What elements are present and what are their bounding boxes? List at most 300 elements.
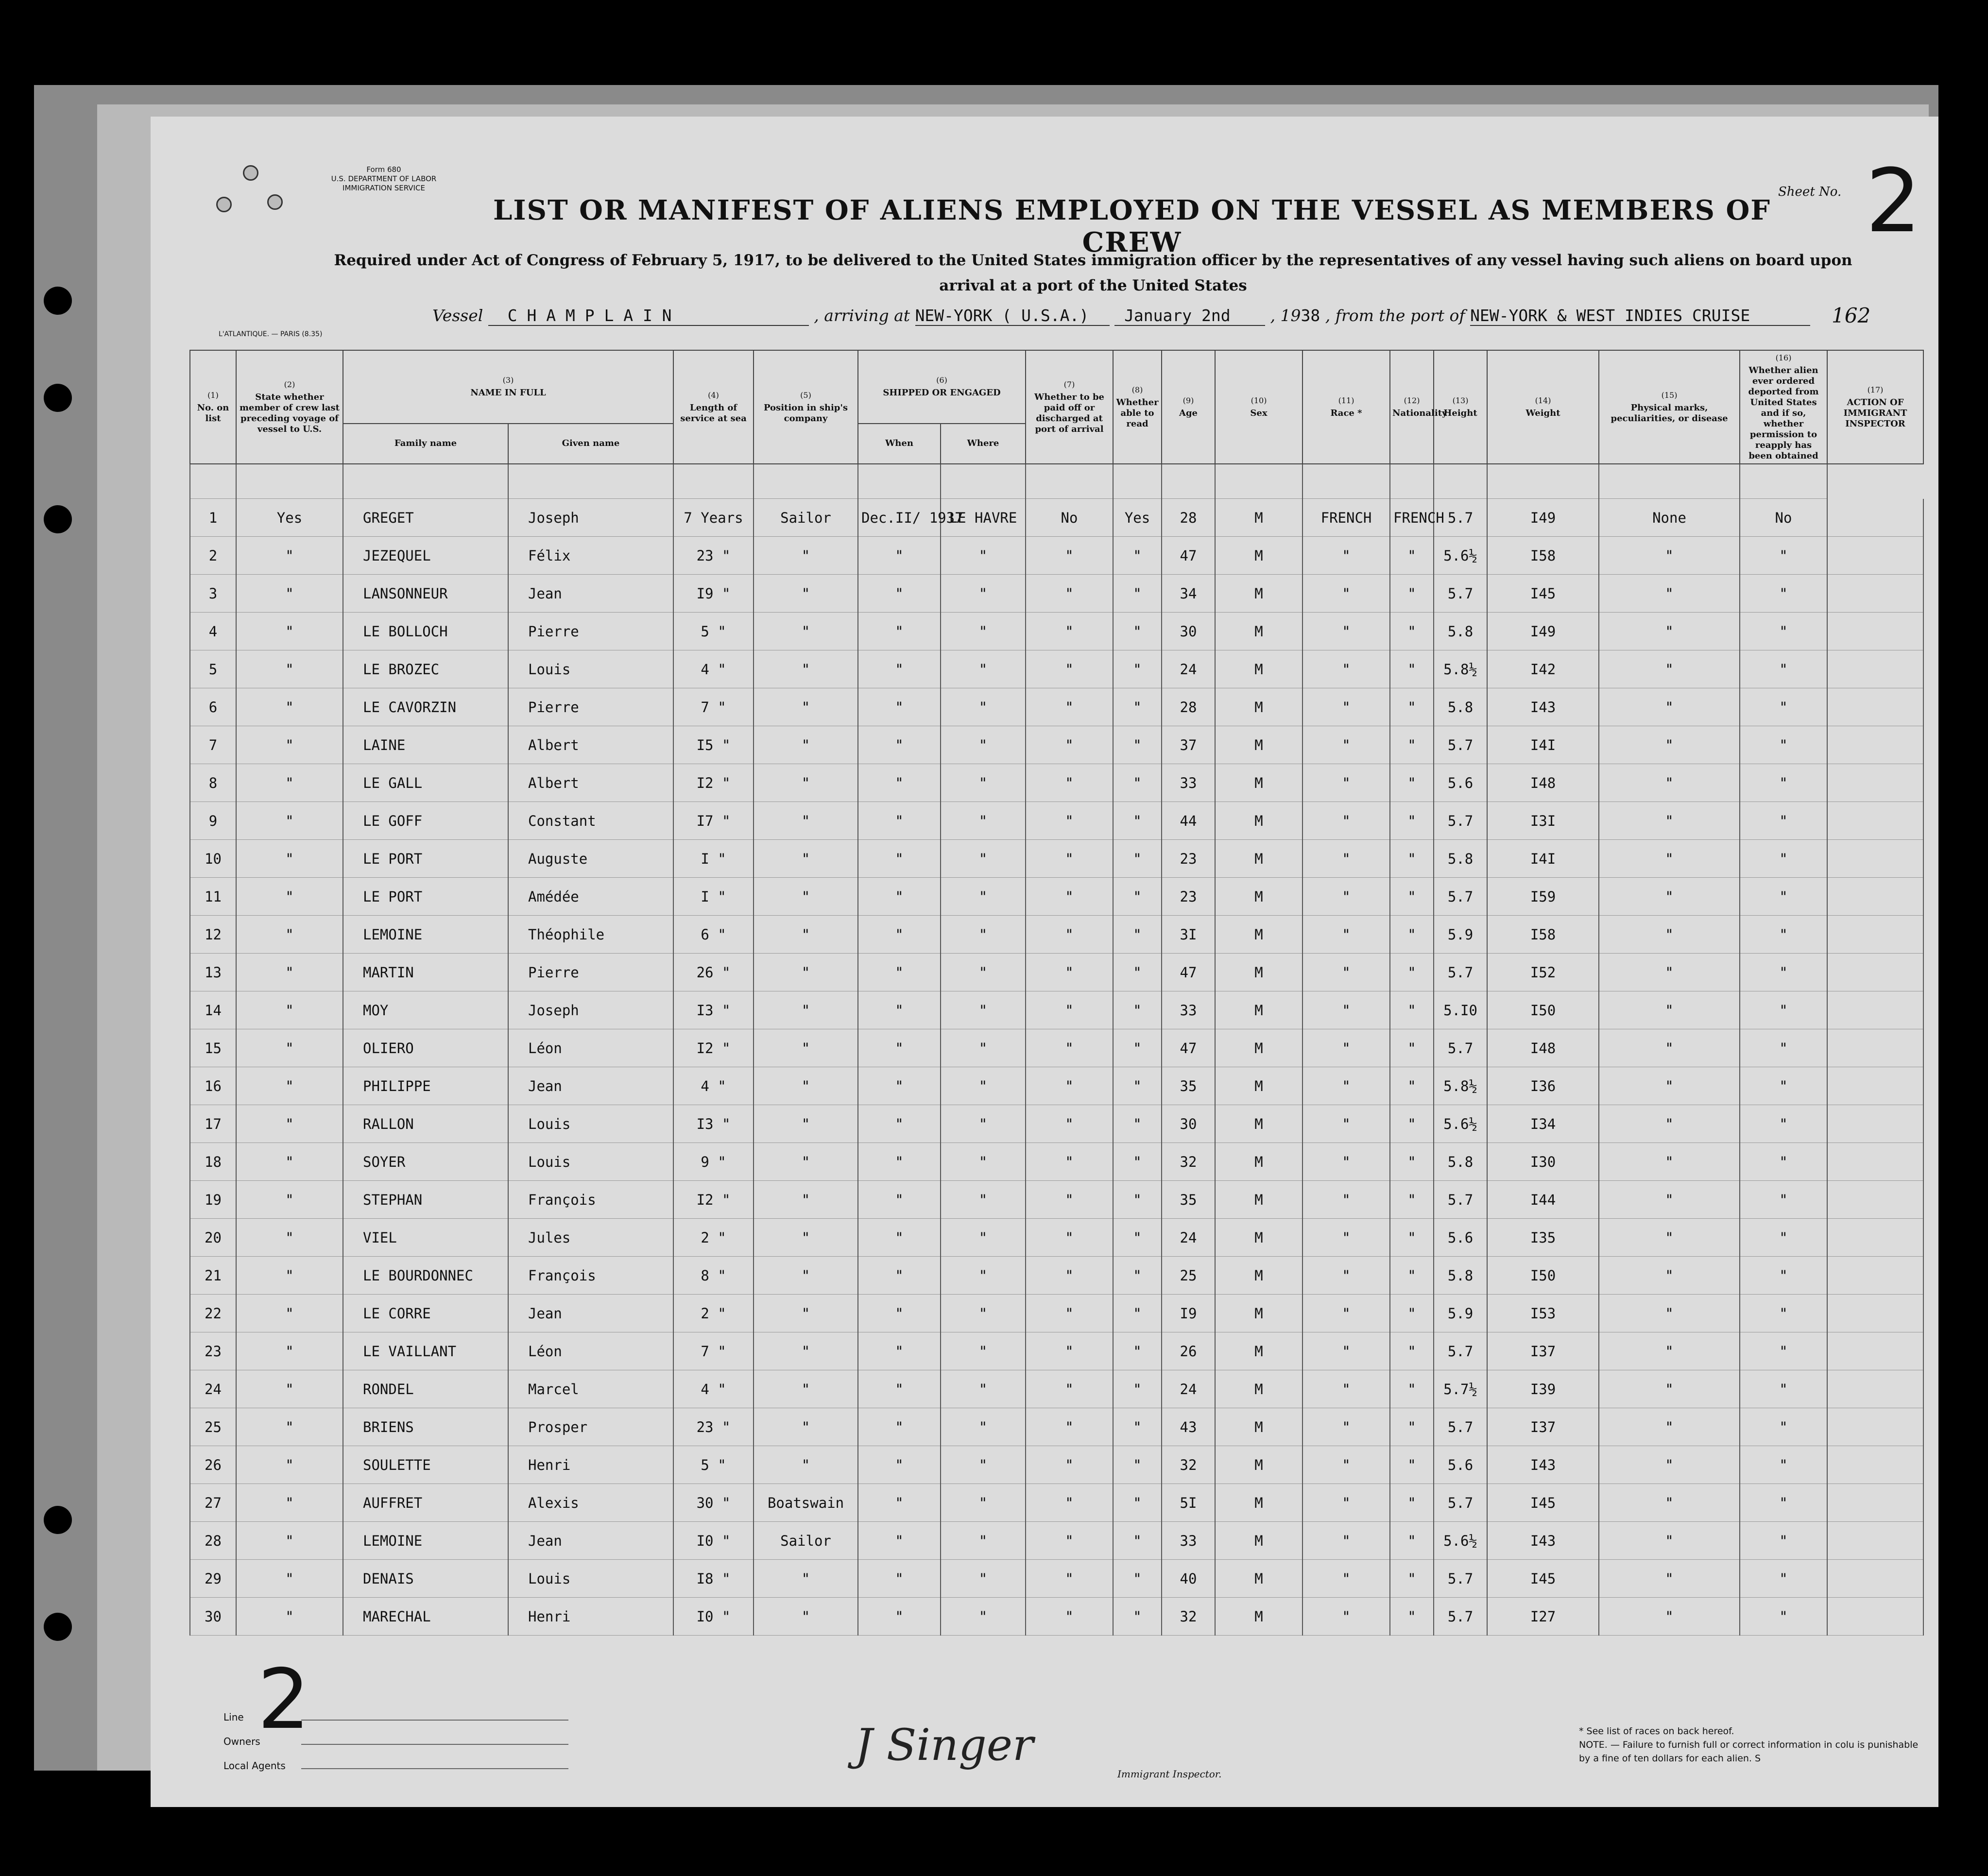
cell-shipped-where: " xyxy=(941,1029,1026,1067)
cell-age: 3I xyxy=(1162,916,1215,954)
cell-paid-off: " xyxy=(1026,1219,1113,1257)
cell-deported: " xyxy=(1740,1029,1827,1067)
cell-shipped-where: " xyxy=(941,537,1026,575)
cell-deported: " xyxy=(1740,1257,1827,1295)
cell-nationality: " xyxy=(1390,688,1434,726)
cell-shipped-when: " xyxy=(858,650,941,688)
cell-paid-off: " xyxy=(1026,916,1113,954)
sheet-label: Sheet No. xyxy=(1778,185,1842,199)
cell-weight: I43 xyxy=(1487,1446,1599,1484)
cell-physical-marks: " xyxy=(1599,1560,1740,1598)
cell-able-to-read: " xyxy=(1113,1105,1162,1143)
cell-given-name: Pierre xyxy=(508,688,673,726)
cell-inspector-action xyxy=(1827,575,1923,613)
cell-row-number: 10 xyxy=(190,840,236,878)
cell-height: 5.7 xyxy=(1434,1598,1487,1636)
cell-able-to-read: " xyxy=(1113,650,1162,688)
cell-shipped-where: " xyxy=(941,726,1026,764)
cell-sex: M xyxy=(1215,1029,1302,1067)
cell-height: 5.7 xyxy=(1434,1332,1487,1370)
cell-weight: I49 xyxy=(1487,613,1599,650)
cell-race: " xyxy=(1302,1370,1390,1408)
table-row xyxy=(190,764,1923,802)
cell-paid-off: " xyxy=(1026,840,1113,878)
owners-label: Owners xyxy=(223,1736,260,1747)
cell-paid-off: No xyxy=(1026,499,1113,537)
col-header-shipped: (6) SHIPPED OR ENGAGED xyxy=(858,350,1026,424)
cell-inspector-action xyxy=(1827,650,1923,688)
cell-weight: I4I xyxy=(1487,726,1599,764)
cell-weight: I45 xyxy=(1487,1560,1599,1598)
cell-row-number: 28 xyxy=(190,1522,236,1560)
service-name: IMMIGRATION SERVICE xyxy=(343,184,425,192)
cell-able-to-read: " xyxy=(1113,1598,1162,1636)
cell-position: " xyxy=(754,1446,858,1484)
cell-physical-marks: " xyxy=(1599,991,1740,1029)
cell-race: " xyxy=(1302,1522,1390,1560)
cell-deported: " xyxy=(1740,1067,1827,1105)
cell-length-of-service: 23 " xyxy=(673,1408,754,1446)
cell-race: " xyxy=(1302,650,1390,688)
cell-shipped-when: Dec.II/ 1937 xyxy=(858,499,941,537)
cell-paid-off: " xyxy=(1026,1143,1113,1181)
col-header-previous-voyage: (2) State whether member of crew last preceding voyage of vessel to U.S. xyxy=(236,350,343,464)
cell-physical-marks: " xyxy=(1599,575,1740,613)
binder-hole xyxy=(44,1506,72,1534)
arriving-label: , arriving at xyxy=(814,306,910,325)
col-header-paid-off: (7) Whether to be paid off or discharged at port of arrival xyxy=(1026,350,1113,464)
cell-nationality: FRENCH xyxy=(1390,499,1434,537)
cell-able-to-read: " xyxy=(1113,688,1162,726)
cell-given-name: Louis xyxy=(508,1560,673,1598)
cell-inspector-action xyxy=(1827,1560,1923,1598)
cell-previous-voyage: Yes xyxy=(236,499,343,537)
cell-height: 5.6 xyxy=(1434,1446,1487,1484)
cell-physical-marks: " xyxy=(1599,688,1740,726)
col-header-given-name: Given name xyxy=(508,424,673,464)
cell-paid-off: " xyxy=(1026,954,1113,991)
col-header-no: (1) No. on list xyxy=(190,350,236,464)
binder-hole xyxy=(44,505,72,533)
form-identification xyxy=(311,165,457,193)
cell-row-number: 8 xyxy=(190,764,236,802)
cell-height: 5.7 xyxy=(1434,499,1487,537)
cell-physical-marks: " xyxy=(1599,802,1740,840)
cell-family-name: LANSONNEUR xyxy=(343,575,508,613)
cell-inspector-action xyxy=(1827,1484,1923,1522)
cell-physical-marks: " xyxy=(1599,1446,1740,1484)
cell-weight: I34 xyxy=(1487,1105,1599,1143)
cell-inspector-action xyxy=(1827,1257,1923,1295)
cell-sex: M xyxy=(1215,1295,1302,1332)
page-title: LIST OR MANIFEST OF ALIENS EMPLOYED ON THE VESSEL AS MEMBERS OF CREW xyxy=(493,194,1771,258)
cell-shipped-when: " xyxy=(858,1067,941,1105)
cell-family-name: GREGET xyxy=(343,499,508,537)
cell-weight: I43 xyxy=(1487,1522,1599,1560)
cell-shipped-where: " xyxy=(941,1408,1026,1446)
cell-age: 33 xyxy=(1162,764,1215,802)
cell-previous-voyage: " xyxy=(236,1181,343,1219)
cell-nationality: " xyxy=(1390,916,1434,954)
cell-sex: M xyxy=(1215,802,1302,840)
cell-position: " xyxy=(754,1560,858,1598)
cell-weight: I39 xyxy=(1487,1370,1599,1408)
cell-sex: M xyxy=(1215,537,1302,575)
cell-given-name: Pierre xyxy=(508,613,673,650)
cell-deported: " xyxy=(1740,878,1827,916)
punch-hole xyxy=(267,194,283,210)
cell-given-name: Joseph xyxy=(508,991,673,1029)
cell-inspector-action xyxy=(1827,954,1923,991)
col-header-position: (5) Position in ship's company xyxy=(754,350,858,464)
table-row xyxy=(190,575,1923,613)
cell-physical-marks: " xyxy=(1599,1598,1740,1636)
cell-family-name: VIEL xyxy=(343,1219,508,1257)
cell-weight: I53 xyxy=(1487,1295,1599,1332)
cell-row-number: 18 xyxy=(190,1143,236,1181)
cell-deported: " xyxy=(1740,1446,1827,1484)
cell-family-name: LE BOLLOCH xyxy=(343,613,508,650)
cell-race: " xyxy=(1302,840,1390,878)
cell-length-of-service: I5 " xyxy=(673,726,754,764)
cell-shipped-when: " xyxy=(858,1598,941,1636)
cell-position: " xyxy=(754,1067,858,1105)
cell-deported: " xyxy=(1740,1143,1827,1181)
cell-row-number: 22 xyxy=(190,1295,236,1332)
cell-shipped-where: " xyxy=(941,954,1026,991)
cell-given-name: Henri xyxy=(508,1598,673,1636)
agents-field-rule xyxy=(301,1768,568,1769)
cell-position: " xyxy=(754,1257,858,1295)
cell-nationality: " xyxy=(1390,1408,1434,1446)
cell-age: 30 xyxy=(1162,1105,1215,1143)
subtitle: Required under Act of Congress of February 5, 1917, to be delivered to the United States immigration officer by the representatives of any vessel having such aliens on board upon arrival at a port of the United States xyxy=(334,252,1852,294)
cell-length-of-service: 2 " xyxy=(673,1219,754,1257)
cell-sex: M xyxy=(1215,613,1302,650)
cell-able-to-read: " xyxy=(1113,954,1162,991)
table-row xyxy=(190,1105,1923,1143)
cell-height: 5.6 xyxy=(1434,1219,1487,1257)
cell-shipped-when: " xyxy=(858,1181,941,1219)
cell-able-to-read: " xyxy=(1113,1067,1162,1105)
cell-race: " xyxy=(1302,688,1390,726)
cell-family-name: LE CORRE xyxy=(343,1295,508,1332)
cell-paid-off: " xyxy=(1026,1332,1113,1370)
cell-inspector-action xyxy=(1827,1295,1923,1332)
cell-family-name: BRIENS xyxy=(343,1408,508,1446)
cell-position: " xyxy=(754,1219,858,1257)
cell-able-to-read: " xyxy=(1113,1370,1162,1408)
cell-paid-off: " xyxy=(1026,1295,1113,1332)
cell-inspector-action xyxy=(1827,878,1923,916)
cell-physical-marks: " xyxy=(1599,1257,1740,1295)
col-header-marks: (15) Physical marks, peculiarities, or disease xyxy=(1599,350,1740,464)
cell-inspector-action xyxy=(1827,1143,1923,1181)
col-header-nationality: (12) Nationality xyxy=(1390,350,1434,464)
cell-previous-voyage: " xyxy=(236,575,343,613)
crew-table xyxy=(189,350,1924,1636)
footnote xyxy=(1579,1724,1929,1765)
cell-able-to-read: " xyxy=(1113,1143,1162,1181)
cell-paid-off: " xyxy=(1026,1067,1113,1105)
cell-shipped-where: " xyxy=(941,878,1026,916)
cell-race: " xyxy=(1302,1219,1390,1257)
cell-family-name: MARTIN xyxy=(343,954,508,991)
punch-hole xyxy=(243,165,258,181)
cell-family-name: LE PORT xyxy=(343,840,508,878)
cell-given-name: Louis xyxy=(508,1143,673,1181)
cell-weight: I58 xyxy=(1487,916,1599,954)
cell-shipped-when: " xyxy=(858,878,941,916)
cell-given-name: Jean xyxy=(508,575,673,613)
col-header-name: (3) NAME IN FULL xyxy=(343,350,673,424)
vessel-name: C H A M P L A I N xyxy=(488,306,809,326)
cell-height: 5.8 xyxy=(1434,840,1487,878)
cell-previous-voyage: " xyxy=(236,1484,343,1522)
cell-paid-off: " xyxy=(1026,726,1113,764)
cell-able-to-read: " xyxy=(1113,1257,1162,1295)
cell-height: 5.I0 xyxy=(1434,991,1487,1029)
cell-shipped-when: " xyxy=(858,1560,941,1598)
cell-given-name: François xyxy=(508,1181,673,1219)
cell-given-name: François xyxy=(508,1257,673,1295)
cell-weight: I30 xyxy=(1487,1143,1599,1181)
cell-shipped-where: " xyxy=(941,1143,1026,1181)
cell-deported: " xyxy=(1740,537,1827,575)
cell-race: " xyxy=(1302,537,1390,575)
cell-race: " xyxy=(1302,991,1390,1029)
cell-length-of-service: I2 " xyxy=(673,764,754,802)
cell-shipped-where: " xyxy=(941,613,1026,650)
cell-age: 5I xyxy=(1162,1484,1215,1522)
cell-given-name: Albert xyxy=(508,764,673,802)
cell-family-name: RALLON xyxy=(343,1105,508,1143)
cell-shipped-when: " xyxy=(858,1408,941,1446)
table-row xyxy=(190,1295,1923,1332)
cell-shipped-where: " xyxy=(941,1560,1026,1598)
cell-height: 5.7 xyxy=(1434,1408,1487,1446)
cell-deported: " xyxy=(1740,1408,1827,1446)
cell-deported: " xyxy=(1740,954,1827,991)
cell-height: 5.8 xyxy=(1434,1143,1487,1181)
cell-weight: I49 xyxy=(1487,499,1599,537)
table-row xyxy=(190,1029,1923,1067)
cell-position: " xyxy=(754,916,858,954)
cell-shipped-when: " xyxy=(858,575,941,613)
cell-given-name: Jean xyxy=(508,1295,673,1332)
cell-paid-off: " xyxy=(1026,764,1113,802)
cell-sex: M xyxy=(1215,991,1302,1029)
cell-age: 28 xyxy=(1162,499,1215,537)
cell-sex: M xyxy=(1215,916,1302,954)
cell-row-number: 16 xyxy=(190,1067,236,1105)
cell-weight: I27 xyxy=(1487,1598,1599,1636)
cell-sex: M xyxy=(1215,1370,1302,1408)
cell-age: 28 xyxy=(1162,688,1215,726)
cell-shipped-when: " xyxy=(858,1484,941,1522)
cell-given-name: Théophile xyxy=(508,916,673,954)
cell-length-of-service: 30 " xyxy=(673,1484,754,1522)
cell-row-number: 7 xyxy=(190,726,236,764)
cell-age: 34 xyxy=(1162,575,1215,613)
cell-sex: M xyxy=(1215,1257,1302,1295)
cell-shipped-where: " xyxy=(941,1105,1026,1143)
cell-inspector-action xyxy=(1827,1029,1923,1067)
cell-physical-marks: " xyxy=(1599,1219,1740,1257)
cell-age: 47 xyxy=(1162,954,1215,991)
cell-paid-off: " xyxy=(1026,1598,1113,1636)
cell-able-to-read: " xyxy=(1113,1295,1162,1332)
cell-previous-voyage: " xyxy=(236,840,343,878)
cell-inspector-action xyxy=(1827,499,1923,537)
cell-paid-off: " xyxy=(1026,991,1113,1029)
cell-able-to-read: " xyxy=(1113,1408,1162,1446)
cell-deported: " xyxy=(1740,1522,1827,1560)
cell-length-of-service: I " xyxy=(673,878,754,916)
form-number: Form 680 xyxy=(366,165,401,174)
cell-position: " xyxy=(754,575,858,613)
footnote-races: * See list of races on back hereof. xyxy=(1579,1726,1734,1737)
cell-shipped-where: " xyxy=(941,1522,1026,1560)
cell-paid-off: " xyxy=(1026,537,1113,575)
cell-weight: I58 xyxy=(1487,537,1599,575)
cell-physical-marks: " xyxy=(1599,1370,1740,1408)
cell-nationality: " xyxy=(1390,1219,1434,1257)
cell-weight: I35 xyxy=(1487,1219,1599,1257)
cell-able-to-read: " xyxy=(1113,840,1162,878)
cell-able-to-read: " xyxy=(1113,1181,1162,1219)
cell-nationality: " xyxy=(1390,537,1434,575)
cell-deported: " xyxy=(1740,1332,1827,1370)
cell-shipped-when: " xyxy=(858,613,941,650)
cell-deported: " xyxy=(1740,802,1827,840)
cell-shipped-when: " xyxy=(858,764,941,802)
cell-age: 24 xyxy=(1162,650,1215,688)
cell-physical-marks: " xyxy=(1599,1332,1740,1370)
table-row xyxy=(190,1257,1923,1295)
cell-nationality: " xyxy=(1390,1105,1434,1143)
cell-family-name: LE CAVORZIN xyxy=(343,688,508,726)
cell-physical-marks: " xyxy=(1599,613,1740,650)
cell-row-number: 6 xyxy=(190,688,236,726)
cell-sex: M xyxy=(1215,1560,1302,1598)
cell-able-to-read: " xyxy=(1113,1446,1162,1484)
table-row xyxy=(190,1598,1923,1636)
cell-sex: M xyxy=(1215,1332,1302,1370)
cell-sex: M xyxy=(1215,650,1302,688)
cell-age: 33 xyxy=(1162,1522,1215,1560)
cell-shipped-when: " xyxy=(858,1295,941,1332)
cell-length-of-service: I7 " xyxy=(673,802,754,840)
cell-length-of-service: 7 " xyxy=(673,1332,754,1370)
cell-row-number: 9 xyxy=(190,802,236,840)
cell-given-name: Auguste xyxy=(508,840,673,878)
cell-race: " xyxy=(1302,878,1390,916)
cell-family-name: MOY xyxy=(343,991,508,1029)
cell-position: " xyxy=(754,764,858,802)
cell-race: " xyxy=(1302,1257,1390,1295)
cell-family-name: OLIERO xyxy=(343,1029,508,1067)
cell-given-name: Pierre xyxy=(508,954,673,991)
cell-age: 43 xyxy=(1162,1408,1215,1446)
cell-weight: I59 xyxy=(1487,878,1599,916)
cell-height: 5.7 xyxy=(1434,1560,1487,1598)
cell-length-of-service: 5 " xyxy=(673,1446,754,1484)
cell-paid-off: " xyxy=(1026,650,1113,688)
cell-previous-voyage: " xyxy=(236,764,343,802)
arrival-date: January 2nd xyxy=(1114,306,1265,326)
table-row xyxy=(190,1143,1923,1181)
cell-nationality: " xyxy=(1390,840,1434,878)
cell-position: " xyxy=(754,1408,858,1446)
table-row xyxy=(190,802,1923,840)
cell-age: 47 xyxy=(1162,537,1215,575)
punch-hole xyxy=(216,197,232,212)
table-row xyxy=(190,613,1923,650)
cell-physical-marks: " xyxy=(1599,1143,1740,1181)
cell-height: 5.7 xyxy=(1434,802,1487,840)
year-prefix: , 19 xyxy=(1270,306,1301,325)
cell-shipped-where: " xyxy=(941,916,1026,954)
cell-height: 5.6½ xyxy=(1434,537,1487,575)
cell-inspector-action xyxy=(1827,991,1923,1029)
cell-deported: " xyxy=(1740,1181,1827,1219)
table-row xyxy=(190,916,1923,954)
cell-physical-marks: None xyxy=(1599,499,1740,537)
cell-height: 5.9 xyxy=(1434,916,1487,954)
cell-family-name: LEMOINE xyxy=(343,916,508,954)
cell-able-to-read: " xyxy=(1113,537,1162,575)
cell-length-of-service: I9 " xyxy=(673,575,754,613)
cell-able-to-read: " xyxy=(1113,802,1162,840)
cell-weight: I43 xyxy=(1487,688,1599,726)
cell-position: " xyxy=(754,650,858,688)
arrival-year: 38 xyxy=(1301,306,1320,325)
cell-previous-voyage: " xyxy=(236,688,343,726)
cell-position: Boatswain xyxy=(754,1484,858,1522)
table-row xyxy=(190,878,1923,916)
cell-paid-off: " xyxy=(1026,1522,1113,1560)
cell-given-name: Jean xyxy=(508,1067,673,1105)
cell-position: " xyxy=(754,537,858,575)
cell-physical-marks: " xyxy=(1599,1522,1740,1560)
binder-hole xyxy=(44,1613,72,1641)
cell-nationality: " xyxy=(1390,650,1434,688)
table-spacer-row xyxy=(190,464,1923,499)
cell-position: Sailor xyxy=(754,499,858,537)
cell-age: 25 xyxy=(1162,1257,1215,1295)
cell-height: 5.7 xyxy=(1434,1181,1487,1219)
cell-sex: M xyxy=(1215,499,1302,537)
cell-length-of-service: I2 " xyxy=(673,1029,754,1067)
cell-shipped-where: " xyxy=(941,802,1026,840)
cell-paid-off: " xyxy=(1026,1408,1113,1446)
cell-paid-off: " xyxy=(1026,613,1113,650)
cell-family-name: JEZEQUEL xyxy=(343,537,508,575)
cell-weight: I50 xyxy=(1487,1257,1599,1295)
cell-length-of-service: I " xyxy=(673,840,754,878)
cell-inspector-action xyxy=(1827,688,1923,726)
cell-height: 5.8½ xyxy=(1434,1067,1487,1105)
cell-paid-off: " xyxy=(1026,1484,1113,1522)
table-row xyxy=(190,537,1923,575)
col-header-family-name: Family name xyxy=(343,424,508,464)
cell-physical-marks: " xyxy=(1599,764,1740,802)
cell-previous-voyage: " xyxy=(236,802,343,840)
cell-row-number: 21 xyxy=(190,1257,236,1295)
cell-age: 23 xyxy=(1162,840,1215,878)
local-agents-label: Local Agents xyxy=(223,1760,286,1772)
